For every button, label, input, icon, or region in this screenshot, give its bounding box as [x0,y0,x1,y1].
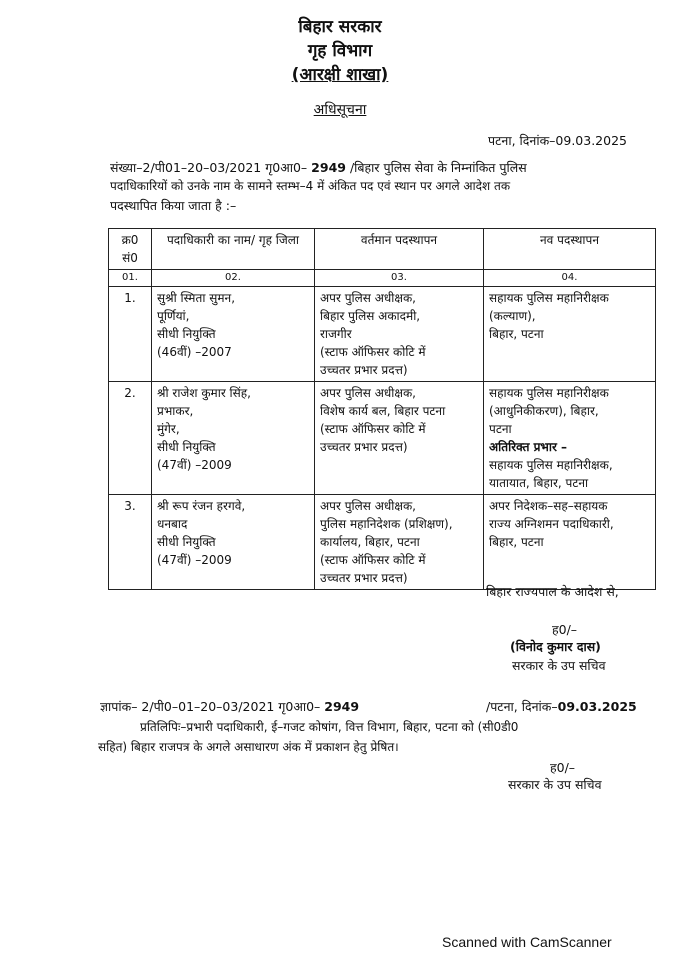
new-posting-line: बिहार, पटना [489,535,544,549]
col-number: 04. [484,270,656,287]
order-line1-rest: /बिहार पुलिस सेवा के निम्नांकित पुलिस [345,160,527,175]
officer-name [152,495,315,590]
signed-mark-2: ह0/– [550,760,576,775]
officer-name-line: सीधी नियुक्ति [157,327,216,341]
new-posting-line: अपर निदेशक–सह–सहायक [489,499,608,513]
memo-ref: ज्ञापांक– 2/पी0–01–20–03/2021 गृ0आ0– [100,699,325,714]
posting-table [108,228,656,590]
governor-order-line: बिहार राज्यपाल के आदेश से, [486,584,619,599]
additional-charge-line: सहायक पुलिस महानिरीक्षक, [489,458,613,472]
scanner-watermark: Scanned with CamScanner [442,934,612,950]
new-posting-line: पटना [489,422,512,436]
current-posting-line: (स्टाफ ऑफिसर कोटि में [320,345,426,359]
table-header-row [109,229,656,270]
header-officer-name: पदाधिकारी का नाम/ गृह जिला [152,229,315,270]
officer-name-line: धनबाद [157,517,188,531]
new-posting-line: राज्य अग्निशमन पदाधिकारी, [489,517,614,531]
officer-name-line: पूर्णियां, [157,309,190,323]
signatory-name: (विनोद कुमार दास) [510,639,601,654]
table-row [109,287,656,382]
serial-number: 3. [109,495,152,590]
header-line-3: (आरक्षी शाखा) [291,65,389,85]
order-line-2: पदाधिकारियों को उनके नाम के सामने स्तम्भ–4 में अंकित पद एवं स्थान पर अगले आदेश तक [110,179,511,193]
place-date: पटना, दिनांक–09.03.2025 [488,133,627,148]
officer-name-line: प्रभाकर, [157,404,194,418]
memo-date: 09.03.2025 [557,699,637,714]
memo-number: 2949 [324,699,360,714]
officer-name-line: सीधी नियुक्ति [157,535,216,549]
new-posting-line: बिहार, पटना [489,327,544,341]
memo-ref-line [100,697,359,716]
officer-name-line: श्री राजेश कुमार सिंह, [157,386,251,400]
col-number: 01. [109,270,152,287]
current-posting-line: (स्टाफ ऑफिसर कोटि में [320,422,426,436]
order-number: 2949 [311,160,346,175]
current-posting-line: उच्चतर प्रभार प्रदत्त) [320,571,408,585]
table-row [109,382,656,495]
order-paragraph [110,158,660,215]
table-row [109,495,656,590]
serial-number: 1. [109,287,152,382]
current-posting-line: अपर पुलिस अधीक्षक, [320,291,416,305]
current-posting [315,495,484,590]
col-number: 03. [315,270,484,287]
new-posting [484,382,656,495]
current-posting-line: उच्चतर प्रभार प्रदत्त) [320,440,408,454]
header-current-posting: वर्तमान पदस्थापन [315,229,484,270]
new-posting [484,287,656,382]
signatory-designation-1: सरकार के उप सचिव [512,658,606,673]
column-number-row [109,270,656,287]
current-posting-line: अपर पुलिस अधीक्षक, [320,386,416,400]
current-posting-line: पुलिस महानिदेशक (प्रशिक्षण), [320,517,453,531]
new-posting-line: सहायक पुलिस महानिरीक्षक [489,291,609,305]
current-posting [315,287,484,382]
officer-name-line: (47वीं) –2009 [157,553,232,567]
current-posting [315,382,484,495]
signatory-designation-2: सरकार के उप सचिव [508,777,602,792]
current-posting-line: बिहार पुलिस अकादमी, [320,309,421,323]
officer-name-line: (46वीं) –2007 [157,345,232,359]
new-posting-line: (कल्याण), [489,309,536,323]
col-number: 02. [152,270,315,287]
memo-place-date [486,697,637,716]
additional-charge-line: यातायात, बिहार, पटना [489,476,589,490]
new-posting [484,495,656,590]
header-line-2: गृह विभाग [307,41,373,61]
signed-mark-1: ह0/– [552,622,578,637]
additional-charge-label: अतिरिक्त प्रभार – [489,440,568,454]
order-line-3: पदस्थापित किया जाता है :– [110,198,237,213]
officer-name [152,287,315,382]
officer-name-line: सीधी नियुक्ति [157,440,216,454]
officer-name-line: श्री रूप रंजन हरगवे, [157,499,246,513]
new-posting-line: (आधुनिकीकरण), बिहार, [489,404,599,418]
header-new-posting: नव पदस्थापन [484,229,656,270]
current-posting-line: विशेष कार्य बल, बिहार पटना [320,404,446,418]
memo-place: /पटना, दिनांक– [486,699,558,714]
officer-name [152,382,315,495]
memo-line-2: प्रतिलिपिः–प्रभारी पदाधिकारी, ई–गजट कोषांग, वित्त विभाग, बिहार, पटना को (सी0डी0 [140,720,519,734]
header-line-1: बिहार सरकार [298,17,382,37]
officer-name-line: सुश्री स्मिता सुमन, [157,291,236,305]
officer-name-line: मुंगेर, [157,422,180,436]
notification-title: अधिसूचना [313,102,367,118]
order-ref: संख्या–2/पी01–20–03/2021 गृ0आ0– [110,160,312,175]
current-posting-line: राजगीर [320,327,352,341]
current-posting-line: अपर पुलिस अधीक्षक, [320,499,416,513]
new-posting-line: सहायक पुलिस महानिरीक्षक [489,386,609,400]
current-posting-line: (स्टाफ ऑफिसर कोटि में [320,553,426,567]
current-posting-line: उच्चतर प्रभार प्रदत्त) [320,363,408,377]
header-serial: क्र0 सं0 [109,229,152,270]
serial-number: 2. [109,382,152,495]
current-posting-line: कार्यालय, बिहार, पटना [320,535,420,549]
officer-name-line: (47वीं) –2009 [157,458,232,472]
memo-line-3: सहित) बिहार राजपत्र के अगले असाधारण अंक में प्रकाशन हेतु प्रेषित। [98,740,399,754]
